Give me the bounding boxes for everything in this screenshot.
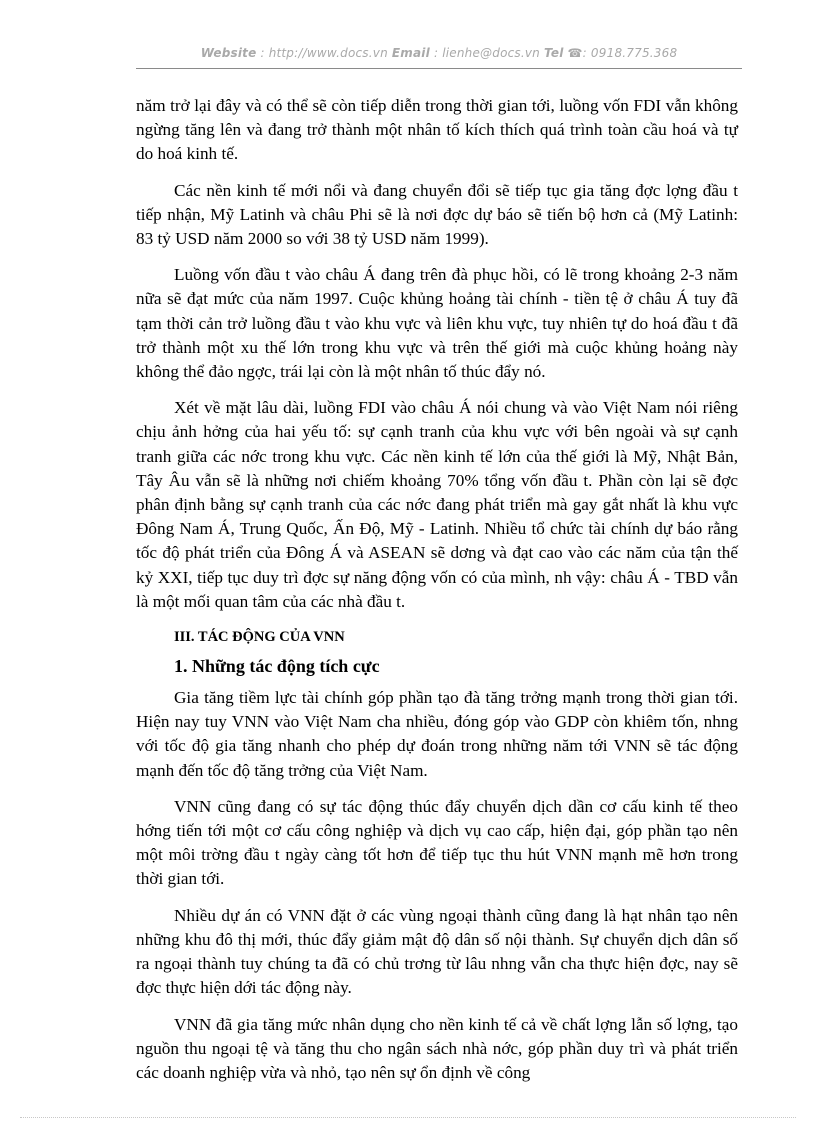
paragraph-7: Nhiều dự án có VNN đặt ở các vùng ngoại thành cũng đang là hạt nhân tạo nên những khu đô thị mới, thúc đẩy giảm mật độ dân số nội thành. Sự chuyển dịch dân số ra ngoại thành tuy chúng ta đã có chủ trơng từ lâu nhng vẫn cha thực hiện đợc, nay sẽ đợc thực hiện dới tác động này. [136,905,738,998]
website-label: Website [200,46,257,60]
paragraph-6: VNN cũng đang có sự tác động thúc đẩy chuyển dịch dần cơ cấu kinh tế theo hớng tiến tới một cơ cấu công nghiệp và dịch vụ cao cấp, hiện đại, góp phần tạo nên một môi trờng đầu t ngày càng tốt hơn để tiếp tục thu hút VNN mạnh mẽ hơn trong thời gian tới. [136,796,738,889]
paragraph-1: năm trở lại đây và có thể sẽ còn tiếp diễn trong thời gian tới, luồng vốn FDI vẫn không ngừng tăng lên và đang trở thành một nhân tố kích thích quá trình toàn cầu hoá và tự do hoá kinh tế. [136,96,738,164]
paragraph-5: Gia tăng tiềm lực tài chính góp phần tạo đà tăng trởng mạnh trong thời gian tới. Hiện nay tuy VNN vào Việt Nam cha nhiều, đóng góp vào GDP còn khiêm tốn, nhng với tốc độ gia tăng nhanh cho phép dự đoán trong những năm tới VNN sẽ tác động mạnh đến tốc độ tăng trởng của Việt Nam. [136,688,738,780]
page-header [136,46,742,60]
document-body [136,94,738,1097]
section-heading: III. TÁC ĐỘNG CỦA VNN [174,629,345,646]
tel-label: Tel [544,46,564,60]
email-label: Email [391,46,430,60]
email-value: : lienhe@docs.vn [433,46,540,60]
paragraph-4: Xét về mặt lâu dài, luồng FDI vào châu Á nói chung và vào Việt Nam nói riêng chịu ảnh hởng của hai yếu tố: sự cạnh tranh của khu vực với bên ngoài và sự cạnh tranh giữa các nớc trong khu vực. Các nền kinh tế lớn của thế giới là Mỹ, Nhật Bản, Tây Âu vẫn sẽ là những nơi chiếm khoảng 70% tổng vốn đầu t. Phần còn lại sẽ đợc phân định bằng sự cạnh tranh của các nớc đang phát triển mà gay gắt nhất là khu vực Đông Nam Á, Trung Quốc, Ấn Độ, Mỹ - Latinh. Nhiều tổ chức tài chính dự báo rằng tốc độ phát triển của Đông Á và ASEAN sẽ dơng và đạt cao vào các năm của tận thế kỷ XXI, tiếp tục duy trì đợc sự năng động vốn có của mình, nh vậy: châu Á - TBD vẫn là một mối quan tâm của các nhà đầu t. [136,398,738,611]
subsection-heading: 1. Những tác động tích cực [174,656,380,677]
tel-value: ☎: 0918.775.368 [567,46,678,60]
paragraph-8: VNN đã gia tăng mức nhân dụng cho nền kinh tế cả về chất lợng lẫn số lợng, tạo nguồn thu ngoại tệ và tăng thu cho ngân sách nhà nớc, góp phần duy trì và phát triển các doanh nghiệp vừa và nhỏ, tạo nên sự ổn định về công [136,1014,738,1082]
paragraph-3: Luồng vốn đầu t vào châu Á đang trên đà phục hồi, có lẽ trong khoảng 2-3 năm nữa sẽ đạt mức của năm 1997. Cuộc khủng hoảng tài chính - tiền tệ ở châu Á tuy đã tạm thời cản trở luồng đầu t vào khu vực và liên khu vực, tuy nhiên tự do hoá đầu t đã trở thành một xu thế lớn trong khu vực và trên thế giới mà cuộc khủng hoảng này không thể đảo ngợc, trái lại còn là một nhân tố thúc đẩy nó. [136,265,738,382]
header-divider [136,68,742,69]
footer-divider [20,1117,796,1118]
website-value: : http://www.docs.vn [260,46,388,60]
paragraph-2: Các nền kinh tế mới nổi và đang chuyển đổi sẽ tiếp tục gia tăng đợc lợng đầu t tiếp nhận, Mỹ Latinh và châu Phi sẽ là nơi đợc dự báo sẽ tiến bộ hơn cả (Mỹ Latinh: 83 tỷ USD năm 2000 so với 38 tỷ USD năm 1999). [136,180,738,249]
